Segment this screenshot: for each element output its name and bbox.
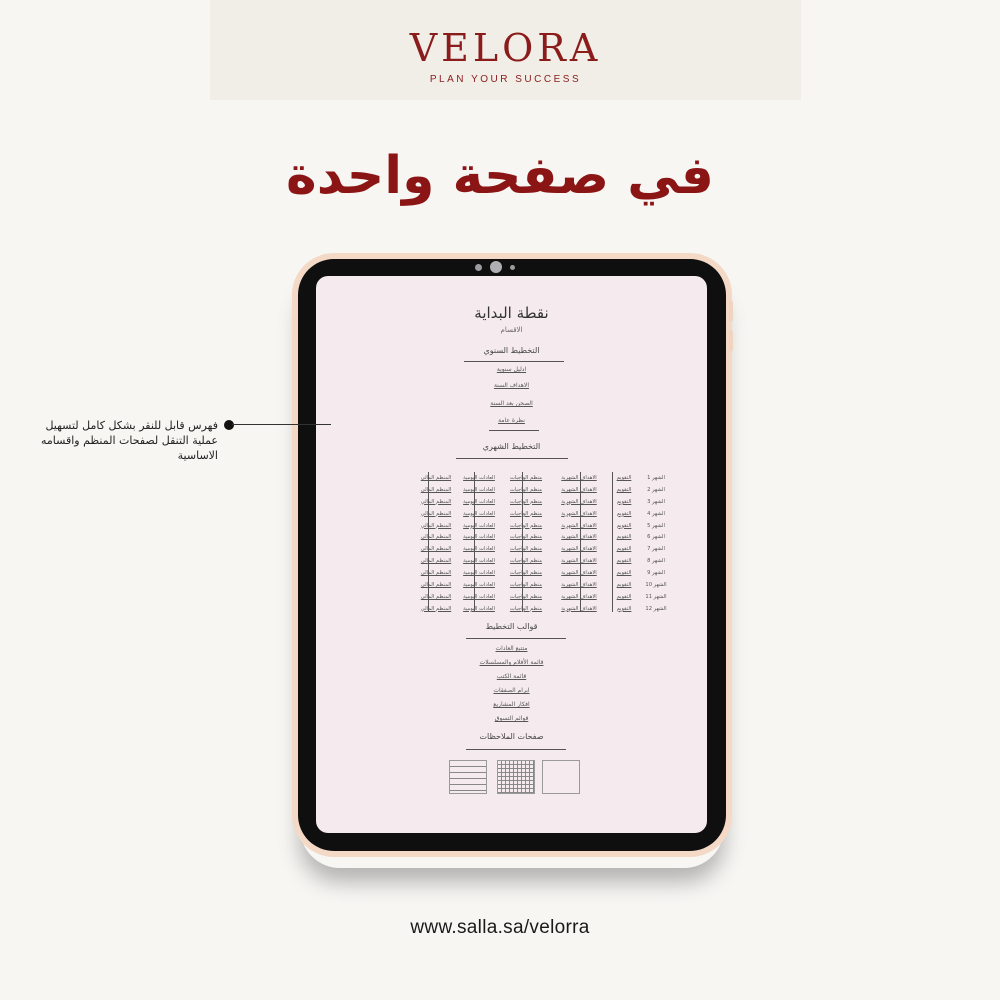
month-link[interactable]: التقويم <box>616 581 632 588</box>
month-link[interactable]: العادات اليومية <box>463 534 495 541</box>
month-link[interactable]: الاهداف الشهرية <box>561 486 597 493</box>
month-link[interactable]: التقويم <box>616 534 632 541</box>
month-link[interactable]: العادات اليومية <box>463 558 495 565</box>
divider <box>489 430 539 431</box>
month-link[interactable]: الاهداف الشهرية <box>561 498 597 505</box>
camera-lens-icon <box>490 261 502 273</box>
month-label: الشهر 8 <box>647 558 665 565</box>
month-link[interactable]: المنظم المالي <box>420 546 452 553</box>
month-link[interactable]: الاهداف الشهرية <box>561 522 597 529</box>
month-link[interactable]: منظم الواجبات <box>509 546 543 553</box>
month-link[interactable]: الاهداف الشهرية <box>561 581 597 588</box>
month-link[interactable]: المنظم المالي <box>420 593 452 600</box>
month-link[interactable]: العادات اليومية <box>463 474 495 481</box>
month-link[interactable]: التقويم <box>616 474 632 481</box>
month-label: الشهر 12 <box>645 605 667 612</box>
month-link[interactable]: العادات اليومية <box>463 546 495 553</box>
screen-subtitle: الاقسام <box>500 326 523 334</box>
month-label: الشهر 4 <box>647 510 665 517</box>
month-link[interactable]: العادات اليومية <box>463 593 495 600</box>
month-label: الشهر 1 <box>647 474 665 481</box>
month-link[interactable]: التقويم <box>616 498 632 505</box>
month-label: الشهر 9 <box>647 570 665 577</box>
month-label: الشهر 5 <box>647 522 665 529</box>
month-link[interactable]: المنظم المالي <box>420 605 452 612</box>
month-link[interactable]: الاهداف الشهرية <box>561 546 597 553</box>
callout-text: فهرس قابل للنقر بشكل كامل لتسهيل عملية التنقل لصفحات المنظم واقسامه الاساسية <box>41 419 218 462</box>
month-link[interactable]: التقويم <box>616 570 632 577</box>
month-link[interactable]: المنظم المالي <box>420 522 452 529</box>
month-link[interactable]: منظم الواجبات <box>509 581 543 588</box>
volume-down-button <box>729 330 733 352</box>
divider <box>466 638 566 639</box>
month-link[interactable]: العادات اليومية <box>463 522 495 529</box>
month-label: الشهر 11 <box>645 593 667 600</box>
link-template-2[interactable]: قائمة الأفلام والمسلسلات <box>479 659 544 666</box>
month-row <box>386 555 672 567</box>
month-link[interactable]: الاهداف الشهرية <box>561 534 597 541</box>
sensor-dot-icon <box>510 265 515 270</box>
month-link[interactable]: التقويم <box>616 546 632 553</box>
month-row <box>386 567 672 579</box>
month-link[interactable]: التقويم <box>616 522 632 529</box>
month-link[interactable]: المنظم المالي <box>420 558 452 565</box>
month-link[interactable]: المنظم المالي <box>420 581 452 588</box>
link-annual-3[interactable]: الصحن بعد السنة <box>490 400 533 407</box>
month-label: الشهر 6 <box>647 534 665 541</box>
month-link[interactable]: منظم الواجبات <box>509 534 543 541</box>
month-label: الشهر 3 <box>647 498 665 505</box>
month-link[interactable]: المنظم المالي <box>420 486 452 493</box>
month-link[interactable]: الاهداف الشهرية <box>561 593 597 600</box>
link-annual-2[interactable]: الاهداف السنة <box>493 382 530 389</box>
month-link[interactable]: المنظم المالي <box>420 510 452 517</box>
link-template-5[interactable]: افكار المشاريع <box>493 701 530 708</box>
month-link[interactable]: الاهداف الشهرية <box>561 605 597 612</box>
month-link[interactable]: التقويم <box>616 558 632 565</box>
section-notes-heading: صفحات الملاحظات <box>479 732 544 741</box>
month-link[interactable]: الاهداف الشهرية <box>561 570 597 577</box>
divider <box>464 361 564 362</box>
link-template-3[interactable]: قائمة الكتب <box>496 673 527 680</box>
month-link[interactable]: منظم الواجبات <box>509 558 543 565</box>
month-link[interactable]: الاهداف الشهرية <box>561 558 597 565</box>
month-row <box>386 520 672 532</box>
link-template-6[interactable]: قوائم التسوق <box>494 715 529 722</box>
month-link[interactable]: العادات اليومية <box>463 581 495 588</box>
month-label: الشهر 2 <box>647 486 665 493</box>
month-link[interactable]: منظم الواجبات <box>509 474 543 481</box>
note-lined-tile[interactable] <box>449 760 487 794</box>
month-row <box>386 543 672 555</box>
month-link[interactable]: منظم الواجبات <box>509 498 543 505</box>
month-link[interactable]: منظم الواجبات <box>509 593 543 600</box>
month-link[interactable]: التقويم <box>616 510 632 517</box>
month-link[interactable]: الاهداف الشهرية <box>561 474 597 481</box>
monthly-grid <box>386 472 672 615</box>
month-link[interactable]: منظم الواجبات <box>509 486 543 493</box>
note-blank-tile[interactable] <box>542 760 580 794</box>
month-row <box>386 591 672 603</box>
section-monthly-heading: التخطيط الشهري <box>482 442 541 451</box>
month-row <box>386 508 672 520</box>
month-label: الشهر 10 <box>645 581 667 588</box>
callout-line <box>232 424 331 425</box>
month-link[interactable]: المنظم المالي <box>420 498 452 505</box>
link-template-1[interactable]: متتبع العادات <box>495 645 528 652</box>
month-link[interactable]: منظم الواجبات <box>509 522 543 529</box>
month-row <box>386 579 672 591</box>
month-row <box>386 472 672 484</box>
link-annual-1[interactable]: ادليل سنوية <box>496 366 527 373</box>
divider <box>456 458 568 459</box>
section-templates-heading: قوالب التخطيط <box>485 622 538 631</box>
month-row <box>386 531 672 543</box>
headline: في صفحة واحدة <box>286 146 714 206</box>
callout-dot-icon <box>224 420 234 430</box>
month-label: الشهر 7 <box>647 546 665 553</box>
month-link[interactable]: العادات اليومية <box>463 570 495 577</box>
month-link[interactable]: العادات اليومية <box>463 498 495 505</box>
month-link[interactable]: العادات اليومية <box>463 510 495 517</box>
link-annual-4[interactable]: نظرة عامة <box>498 417 525 424</box>
month-link[interactable]: الاهداف الشهرية <box>561 510 597 517</box>
month-link[interactable]: العادات اليومية <box>463 486 495 493</box>
camera-dot-icon <box>475 264 482 271</box>
brand-header <box>210 0 801 100</box>
screen-title: نقطة البداية <box>474 304 549 322</box>
brand-logo: VELORA <box>409 26 602 70</box>
month-row <box>386 603 672 615</box>
volume-up-button <box>729 300 733 322</box>
month-row <box>386 496 672 508</box>
tablet-screen <box>316 276 707 833</box>
section-annual-heading: التخطيط السنوي <box>483 346 540 355</box>
month-link[interactable]: التقويم <box>616 605 632 612</box>
divider <box>466 749 566 750</box>
month-link[interactable]: العادات اليومية <box>463 605 495 612</box>
note-grid-tile[interactable] <box>497 760 535 794</box>
month-link[interactable]: منظم الواجبات <box>509 510 543 517</box>
month-link[interactable]: المنظم المالي <box>420 474 452 481</box>
month-row <box>386 484 672 496</box>
brand-tagline: PLAN YOUR SUCCESS <box>429 74 582 85</box>
month-link[interactable]: التقويم <box>616 593 632 600</box>
month-link[interactable]: منظم الواجبات <box>509 570 543 577</box>
footer-url[interactable]: www.salla.sa/velorra <box>410 917 590 938</box>
month-link[interactable]: المنظم المالي <box>420 570 452 577</box>
link-template-4[interactable]: ابرام الصفقات <box>493 687 530 694</box>
month-link[interactable]: منظم الواجبات <box>509 605 543 612</box>
month-link[interactable]: التقويم <box>616 486 632 493</box>
month-link[interactable]: المنظم المالي <box>420 534 452 541</box>
